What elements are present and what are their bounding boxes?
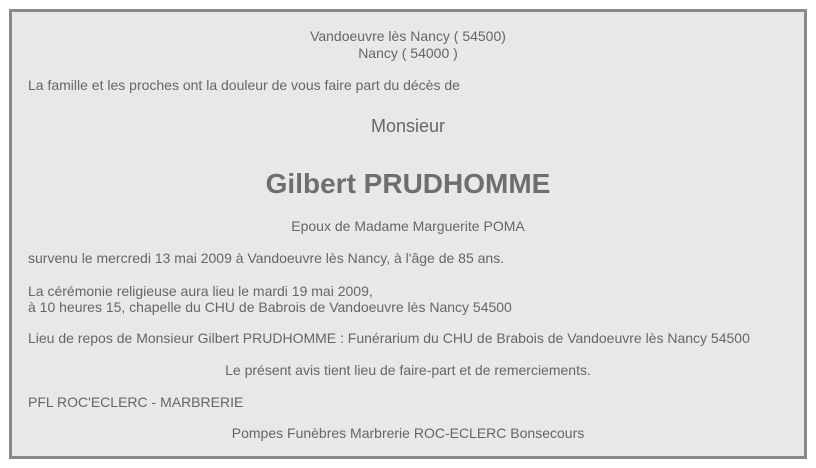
deceased-title: Monsieur xyxy=(370,116,446,136)
ceremony-line-1: La cérémonie religieuse aura lieu le mardi 19 mai 2009, xyxy=(28,283,373,299)
location-line-1: Vandoeuvre lès Nancy ( 54500) xyxy=(310,28,506,44)
location-line-2: Nancy ( 54000 ) xyxy=(358,45,458,61)
rest-place-text: Lieu de repos de Monsieur Gilbert PRUDHOMME : Funérarium du CHU de Brabois de Vandoeuvre lès Nancy 54500 xyxy=(28,330,750,346)
intro-text: La famille et les proches ont la douleur de vous faire part du décès de xyxy=(28,77,460,93)
spouse-text: Epoux de Madame Marguerite POMA xyxy=(291,218,525,234)
company-full: Pompes Funèbres Marbrerie ROC-ECLERC Bonsecours xyxy=(231,425,585,441)
obituary-notice xyxy=(9,9,807,459)
thanks-text: Le présent avis tient lieu de faire-part et de remerciements. xyxy=(225,362,591,378)
deceased-name: Gilbert PRUDHOMME xyxy=(265,168,551,199)
ceremony-line-2: à 10 heures 15, chapelle du CHU de Babrois de Vandoeuvre lès Nancy 54500 xyxy=(28,299,512,315)
company-short: PFL ROC'ECLERC - MARBRERIE xyxy=(28,394,244,410)
death-text: survenu le mercredi 13 mai 2009 à Vandoeuvre lès Nancy, à l'âge de 85 ans. xyxy=(28,250,505,266)
